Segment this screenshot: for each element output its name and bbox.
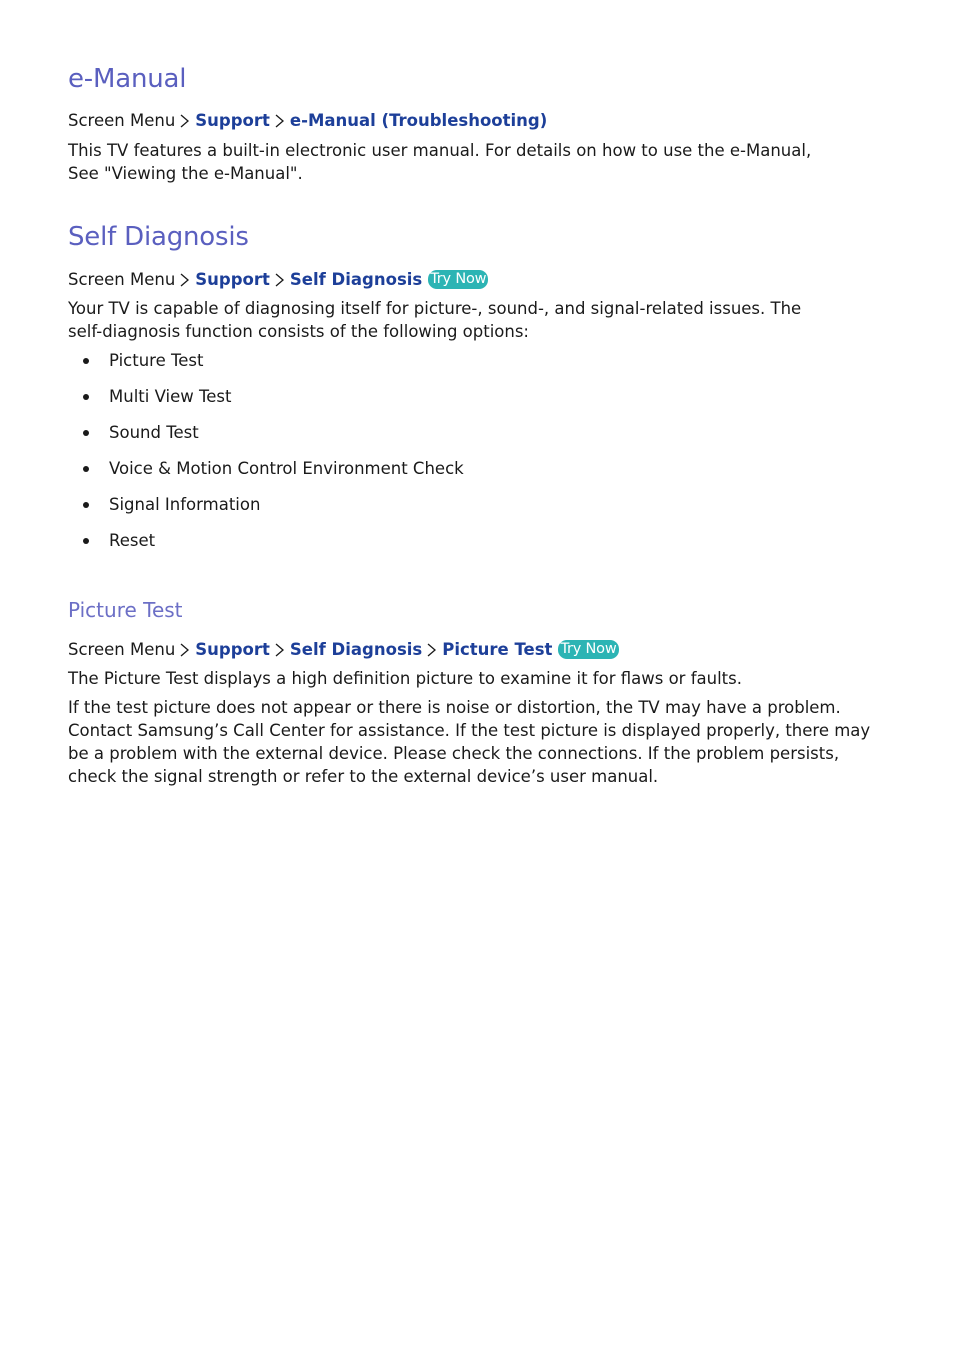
option-label: Voice & Motion Control Environment Check xyxy=(109,459,464,478)
self-diagnosis-heading: Self Diagnosis xyxy=(68,222,249,252)
breadcrumb-link-self-diagnosis[interactable]: Self Diagnosis xyxy=(289,640,423,659)
self-diagnosis-options xyxy=(68,349,868,565)
bullet-icon xyxy=(83,358,89,364)
list-item xyxy=(68,349,868,385)
chevron-right-icon xyxy=(275,114,284,128)
bullet-icon xyxy=(83,430,89,436)
emanual-description: This TV features a built-in electronic user manual. For details on how to use the e-Manual, See "Viewing the e-Manual". xyxy=(68,141,812,183)
emanual-heading: e-Manual xyxy=(68,64,187,94)
chevron-right-icon xyxy=(275,643,284,657)
chevron-right-icon xyxy=(275,273,284,287)
option-label: Multi View Test xyxy=(109,387,232,406)
picture-test-description: The Picture Test displays a high definition picture to examine it for flaws or faults. xyxy=(68,669,742,688)
breadcrumb-link-support[interactable]: Support xyxy=(195,640,270,659)
chevron-right-icon xyxy=(180,114,189,128)
bullet-icon xyxy=(83,502,89,508)
breadcrumb-root: Screen Menu xyxy=(68,111,176,130)
list-item xyxy=(68,385,868,421)
chevron-right-icon xyxy=(427,643,436,657)
breadcrumb-link-support[interactable]: Support xyxy=(195,111,270,130)
list-item xyxy=(68,421,868,457)
bullet-icon xyxy=(83,538,89,544)
list-item xyxy=(68,529,868,565)
breadcrumb-link-self-diagnosis[interactable]: Self Diagnosis xyxy=(289,270,423,289)
chevron-right-icon xyxy=(180,643,189,657)
option-label: Picture Test xyxy=(109,351,204,370)
list-item xyxy=(68,457,868,493)
breadcrumb-link-picture-test[interactable]: Picture Test xyxy=(442,640,553,659)
emanual-breadcrumb xyxy=(68,109,547,132)
self-diagnosis-breadcrumb xyxy=(68,268,488,291)
bullet-icon xyxy=(83,394,89,400)
breadcrumb-root: Screen Menu xyxy=(68,270,176,289)
try-now-button[interactable]: Try Now xyxy=(560,641,617,657)
try-now-button[interactable]: Try Now xyxy=(430,271,487,287)
picture-test-breadcrumb xyxy=(68,638,619,661)
breadcrumb-root: Screen Menu xyxy=(68,640,176,659)
bullet-icon xyxy=(83,466,89,472)
option-label: Signal Information xyxy=(109,495,261,514)
option-label: Sound Test xyxy=(109,423,199,442)
list-item xyxy=(68,493,868,529)
picture-test-troubleshooting-text: If the test picture does not appear or there is noise or distortion, the TV may have a problem. Contact Samsung’s Call Center for assistance. If the test picture is displayed properly, there may be a problem with the external device. Please check the connections. If the problem persists, check the signal strength or refer to the external device’s user manual. xyxy=(68,698,871,786)
breadcrumb-link-emanual-troubleshooting[interactable]: e-Manual (Troubleshooting) xyxy=(289,111,548,130)
picture-test-heading: Picture Test xyxy=(68,598,183,622)
option-label: Reset xyxy=(109,531,156,550)
breadcrumb-link-support[interactable]: Support xyxy=(195,270,270,289)
self-diagnosis-description: Your TV is capable of diagnosing itself for picture-, sound-, and signal-related issues. The self-diagnosis function consists of the following options: xyxy=(68,299,802,341)
chevron-right-icon xyxy=(180,273,189,287)
